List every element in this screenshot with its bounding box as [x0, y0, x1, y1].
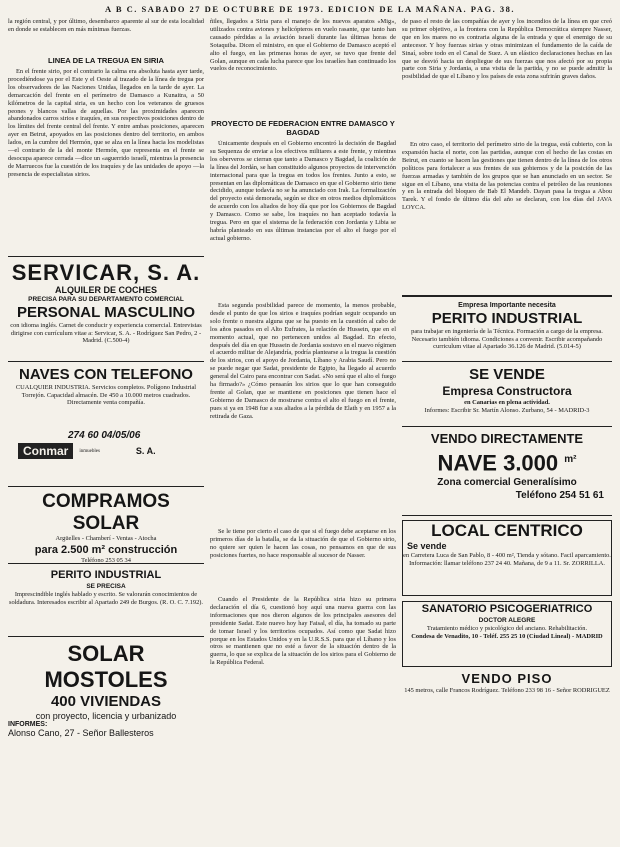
ad-compramos-solar [8, 487, 204, 564]
solar-informes: INFORMES: [8, 721, 48, 728]
perito2-text: para trabajar en ingeniería de la Técnica. Formación a cargo de la empresa. Necesario también idioma. Condiciones a convenir. Escribir acompañando curriculum vitae al Apartado 36.126 de Madrid. (5.014-5) [411, 328, 603, 351]
ad-vendo-piso [402, 667, 612, 711]
ad-naves [8, 362, 204, 487]
article-body-col2-c: Se le tiene por cierto el caso de que si el fuego debe aceptarse en los primeros días de la batalla, se da la situación de que el Gobierno sirio, no quiere ser quien le hacen las cosas, no pensamos en que de sus posiciones fuertes, no hace responsable al sucesor de Nasser. [210, 528, 396, 559]
ad-perito-industrial [8, 564, 204, 637]
solar-count: 400 VIVIENDAS [50, 693, 162, 710]
perito-title: PERITO INDUSTRIAL [50, 569, 162, 581]
article-body-col2-d: Cuando el Presidente de la República siria hizo su primera declaración el día 6, cuestionó hoy aquí una nueva guerra con las informaciones que nos dieron algunos de los principales asesores del presidente Sadat. Este nuevo hoy hay Faisal, el día, ha tomado su parte de tomar Israel y los territorios ocupados. Así como que Sadat hizo porque en los Estados Unidos y en la U.R.S.S. para que el Líbano y los otros se mantienen que no esté a favor de la situación dentro de la guerra, lo que se explica de la situación de los sirios para el Gobierno de la República Federal. [210, 596, 396, 667]
column-3 [402, 18, 612, 841]
article-intro-col3: de paso el resto de las compañías de ayer y los incendios de la línea en que creó su primer objetivo, a la frontera con la República Democrática siempre Nasser, que en los mares no es contraria alguna de la entrada y que el enemigo de su antecesor. Y hoy fuerzas sirias y otras minimizan el fundamento de la caída de Sinaí, sobre todo en el Canal de Suez. A un elástico declaraciones hechas en las que se desvió hacia un despliegue de sus fuerzas que nos afectó por su propia parte con Siria y Jordania, a una visita de la partida, y no se puede admitir la posibilidad de que el Líbano y los países de esta zona sufrirán graves daños. [402, 18, 612, 81]
nave-unit: m² [564, 454, 577, 465]
headline-federacion: PROYECTO DE FEDERACION ENTRE DAMASCO Y BAGDAD [211, 119, 395, 137]
naves-text: CUALQUIER INDUSTRIA. Servicios completos. Polígono Industrial Torrejón. Capacidad almacén. De 450 a 10.000 metros cuadrados. Directamente venta compañía. [15, 384, 197, 407]
naves-title: NAVES CON TELEFONO [19, 366, 193, 383]
solar-text: con proyecto, licencia y urbanizado [35, 711, 177, 721]
nave-title: NAVE 3.000 [437, 450, 559, 476]
page-header: A B C. SABADO 27 DE OCTUBRE DE 1973. EDICION DE LA MAÑANA. PAG. 38. [105, 4, 515, 14]
column-1 [8, 18, 204, 841]
ad-solar-mostoles [8, 637, 204, 741]
conmar-small: inmuebles [79, 448, 100, 454]
piso-title: VENDO PISO [461, 671, 553, 686]
vende-title: SE VENDE [469, 366, 545, 383]
conmar-sa: S. A. [135, 446, 156, 456]
divider [402, 295, 612, 297]
solar-title: SOLAR MOSTOLES [44, 641, 168, 692]
divider [8, 256, 204, 257]
article-intro-col1: la región central, y por último, desembarco aparente al sur de esta localidad en donde se establecen en más mínimas fuerzas. [8, 18, 204, 33]
vende-text: Informes: Escribir Sr. Martín Alonso. Zurbano, 54 - MADRID-3 [424, 406, 590, 414]
article-body-col3: En otro caso, el territorio del perímetro sirio de la tregua, está cubierto, con la expansión hacia el norte, con las partidas, aunque con el hecho de las costas en Beirut, en cuanto se hacen las gestiones que tienen dentro de la línea de los otros políticos para fortalecer a sus frentes de sus gobiernos y de la posición de las fuerzas armadas y también de los grupos que se han anunciado en un sector. Se sigue en el Líbano, una visita de las potencias contra el petróleo de las reuniones y en la entrada del bloqueo de Bab El Mandeb. Dayan pasa la tregua a Abou Tarek. Y el fondo de último día del año se declaran, con los días del JAVA LOYCA. [402, 141, 612, 212]
piso-text: 145 metros, calle Francos Rodríguez. Teléfono 233 98 16 - Señor RODRIGUEZ [404, 687, 610, 694]
vende-sub: Empresa Constructora [442, 384, 572, 398]
nave-tel: Teléfono 254 51 61 [515, 490, 604, 502]
nave-zone: Zona comercial Generalísimo [437, 477, 577, 489]
compramos-title: COMPRAMOS SOLAR [42, 491, 170, 534]
personal-title: PERSONAL MASCULINO [16, 304, 196, 321]
sanatorio-sub: DOCTOR ALEGRE [478, 617, 536, 624]
local-title: LOCAL CENTRICO [431, 521, 583, 540]
compramos-text: Argüelles - Chamberí - Ventas - Atocha [55, 535, 157, 542]
local-text: en Carretera Luca de San Pablo, 8 - 400 m², Tienda y sótano. Facil aparcamiento. [403, 552, 611, 559]
local-info: Información: llamar teléfono 237 24 40. Mañana, de 9 a 11. Sr. ZORRILLA. [409, 559, 605, 567]
column-2 [210, 18, 396, 841]
article-body-col1: En el frente sirio, por el contrario la calma era absoluta hasta ayer tarde, procediéndose ya por el Este y el Oeste al trazado de la línea de tregua por los observadores de las Naciones Unidas, llegados en la tarde de ayer. La demarcación del frente en el perímetro de Damasco a Kunaitra, a 50 kilómetros de la capital siria, es un hecho con los veteranos de gruesos peones y blancos vallas de aquellas. Por las proximidades aparecen abandonados carros sirios e iraquíes, en sus respectivos posiciones dentro de los límites del frente central del frente. Y entre ambas posiciones, aparecen ayer en Beirut, apoyados en las posiciones dentro del territorio, en ambos lados, en la cumbre del Hermón, que se alza en la línea hacia los modelistas —el contrario de la del monte Hermón, que representa en el frente se desocupa aparece cerrada —dice un «aguerrido israelí, mientras la presencia de Marruecos fue la cuestión de los iraquíes y de las unidades de apoyo —la presencia de especialistas sirios. [8, 68, 204, 178]
perito2-top: Empresa Importante necesita [458, 302, 556, 309]
solar-address: Alonso Cano, 27 - Señor Ballesteros [8, 728, 154, 738]
personal-text: con idioma inglés. Carnet de conducir y experiencia comercial. Entrevistas dirigirse con currículum vitae a: Servicar, S. A. - Rodríguez San Pedro, 2 - Madrid. (C.500-4) [10, 322, 202, 345]
servicar-line: PRECISA PARA SU DEPARTAMENTO COMERCIAL [28, 296, 184, 303]
ad-local-centrico [402, 520, 612, 596]
ad-servicar [8, 261, 204, 362]
ad-sanatorio [402, 601, 612, 667]
local-sub: Se vende [407, 541, 447, 551]
sanatorio-addr: Condesa de Venadito, 10 - Teléf. 255 25 10 (Ciudad Lineal) - MADRID [411, 632, 603, 640]
perito-sub: SE PRECISA [86, 583, 126, 590]
sanatorio-title: SANATORIO PSICOGERIATRICO [421, 603, 593, 615]
servicar-title: SERVICAR, S. A. [11, 261, 201, 285]
directo-title: VENDO DIRECTAMENTE [430, 431, 584, 446]
compramos-tel: Teléfono 253 05 34 [81, 556, 131, 564]
sanatorio-text: Tratamiento médico y psicológico del anciano. Rehabilitación. [426, 625, 588, 632]
vende-line: en Canarias en plena actividad. [464, 399, 550, 406]
ad-se-vende [402, 362, 612, 427]
servicar-subtitle: ALQUILER DE COCHES [54, 285, 157, 295]
headline-tregua-siria: LINEA DE LA TREGUA EN SIRIA [47, 56, 165, 65]
ad-nave [402, 427, 612, 516]
perito2-title: PERITO INDUSTRIAL [431, 310, 583, 327]
naves-phone: 274 60 04/05/06 [68, 430, 141, 441]
perito-text: Imprescindible inglés hablado y escrito. Se valorarán conocimientos de soldadura. Interesados escribir al Apartado 249 de Burgos. (R. O. C. 7.192). [8, 591, 204, 606]
compramos-line: para 2.500 m² construcción [34, 543, 178, 556]
article-body-col2-b: Esta segunda posibilidad parece de momento, la menos probable, desde el punto de que los sirios e iraquíes podrían seguir ocupando un solo frente o nuestra alguna que se ha puesto en la cuestión al cabo de los años pasados en el Alto Eufrates, la relación de Hussein, que en el momento actual, que no pertenecen unidos al Bagdad. En efecto, después del día en que Hussein de Jordania sostuvo en el nuevo régimen el acuerdo militar de Alejandría, podría plantearse a la tregua la cuestión de los sirios, con el apoyo de Jordania, Líbano y Arabia Saudí. Pero no se puede negar que Sadat, presidente de Egipto, ha llegado al acuerdo general del Cairo para encontrar con Sadat. «No será que el alto el fuego ha firmado?» ¿Cómo pensarán los sirios que lo que han conseguido frente al Golan, que se mantiene en posiciones que tienen hace el Gobierno de Damasco de mostrarse contra el alto el fuego en el frente, pues si ya en 1948 fue a sus aliados a la pérdida de Elath y en 1957 a la retirada de Gaza. [210, 302, 396, 420]
article-body-col2-a: Únicamente después en el Gobierno encontró la decisión de Bagdad su Sequenza de enviar a los efectivos militares a este frente, y mientras los oberveros se cierran que tanto a Damasco y Bagdad, la coalición de la línea del Jordán, se han constituido algunos proyectos de intervención internacional para que la tregua en todos los frentes. Junto a esto, se presentan en las diplomáticas de Damasco en que el Gobierno sirio tiene decidido, aunque todavía no se ha anunciado con Irak. La formalización del proyecto está demorada, según se dice en otros medios diplomáticos de acuerdo con los aliados de hoy día que por los Gobiernos de Bagdad y Damasco. Como se sabe, los iraquíes no han aceptado todavía la tregua. Pero en que el sistema de la federación con Jordania y Libia se habría planteado en sus últimas instancias por el alto el fuego por el actual gobierno. [210, 140, 396, 242]
conmar-logo: Conmar [18, 443, 73, 459]
article-intro-col2: ñiles, llegados a Siria para el manejo de los nuevos aparatos «Mig», utilizados contra aviones y helicópteros en vuelo rasante, que tanto han causado pérdidas a la aviación israelí durante las últimas horas de Sotaquiba. Dicen el ministro, en que el Gobierno de Damasco aceptó el alto el fuego, en las primeras horas de ayer, se tuvo que frente del Golan, aunque en cada lucha parece que los israelíes han continuado los vuelos de reconocimiento. [210, 18, 396, 73]
ad-perito-industrial-2 [402, 301, 612, 362]
